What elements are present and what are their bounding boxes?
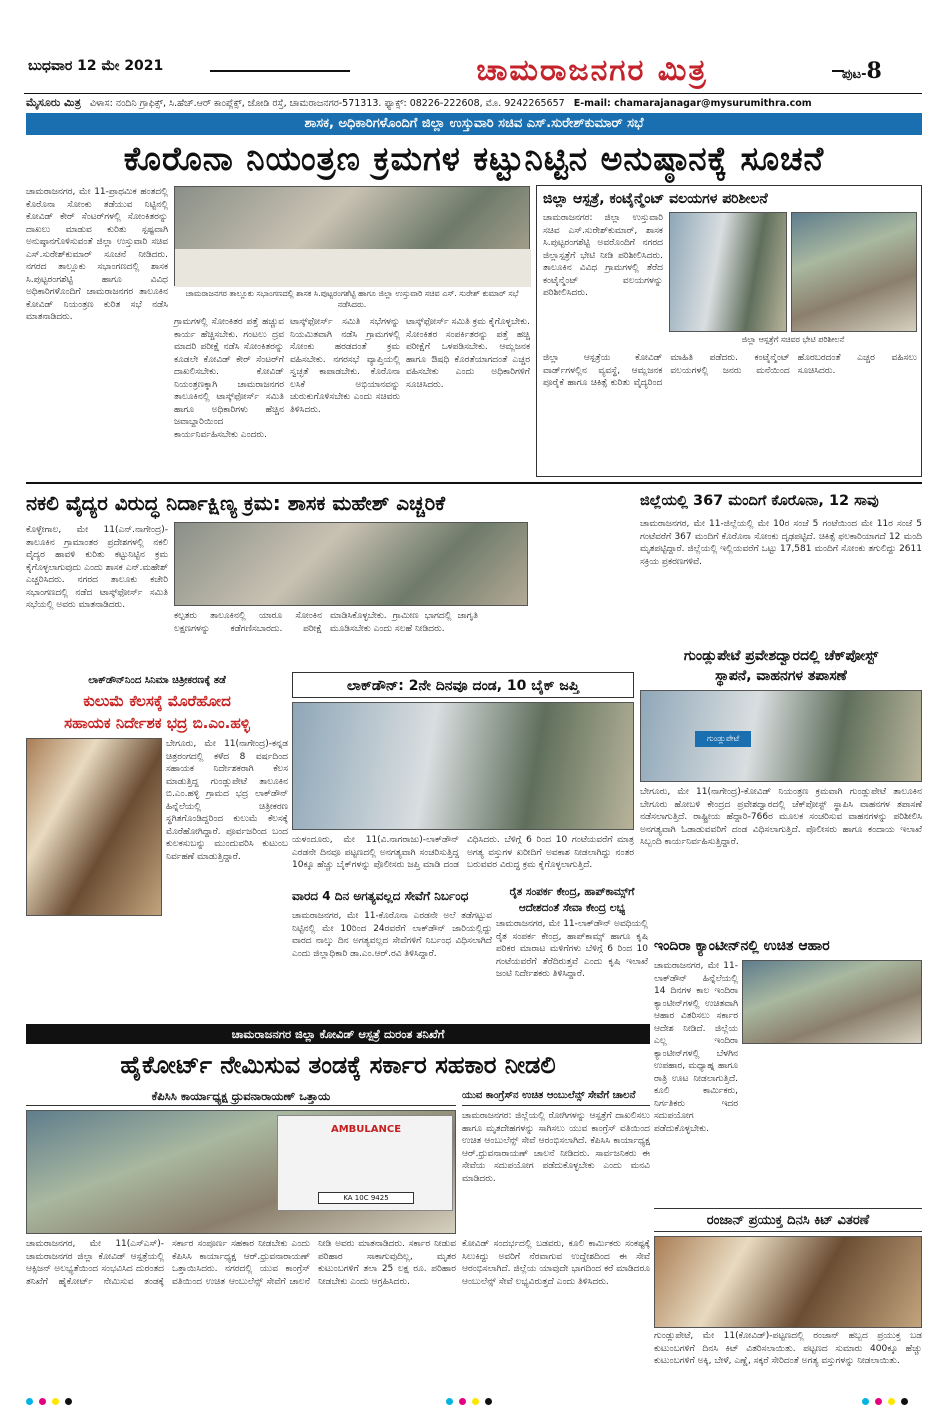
dot-cyan (26, 1398, 33, 1405)
dot-black (485, 1398, 492, 1405)
checkpost-headline-2: ಸ್ಥಾಪನೆ, ವಾಹನಗಳ ತಪಾಸಣೆ (715, 668, 847, 684)
lead-col-4: ಟಾಸ್ಕ್‌ಫೋರ್ಸ್ ಸಮಿತಿ ಕ್ರಮ ಕೈಗೊಳ್ಳಬೇಕು. ಸೋಂಕಿತರ ಸಂಪರ್ಕಿತರನ್ನು ಪತ್ತೆ ಹಚ್ಚಿ ಪರೀಕ್ಷೆಗೆ ಒಳಪಡಿಸಬೇಕು. ಆಮ್ಲಜನಕ ಹಾಗೂ ಔಷಧಿ ಕೊರತೆಯಾಗದಂತೆ ಎಚ್ಚರ ವಹಿಸಬೇಕು ಎಂದು ಅಧಿಕಾರಿಗಳಿಗೆ ಸೂಚಿಸಿದರು. (406, 317, 530, 390)
lead-photo-caption: ಚಾಮರಾಜನಗರ ತಾಲ್ಲೂಕು ಸಭಾಂಗಣದಲ್ಲಿ ಶಾಸಕ ಸಿ.ಪುಟ್ಟರಂಗಶೆಟ್ಟಿ ಹಾಗೂ ಜಿಲ್ಲಾ ಉಸ್ತುವಾರಿ ಸಚಿವ ಎಸ್. ಸುರೇಶ್ ಕುಮಾರ್ ಸಭೆ ನಡೆಸಿದರು. (185, 289, 519, 309)
imprint-logo: ಮೈಸೂರು ಮಿತ್ರ (26, 96, 81, 109)
hospital-photo-1 (669, 212, 787, 332)
indira-headline: ಇಂದಿರಾ ಕ್ಯಾಂಟೀನ್‌ನಲ್ಲಿ ಉಚಿತ ಆಹಾರ (654, 938, 830, 954)
lead-col-1: ಚಾಮರಾಜನಗರ, ಮೇ 11-ಪ್ರಾಥಮಿಕ ಹಂತದಲ್ಲಿ ಕೊರೊನಾ ಸೋಂಕು ತಡೆಯುವ ನಿಟ್ಟಿನಲ್ಲಿ ಕೋವಿಡ್ ಕೇರ್ ಸೆಂಟರ್‌ಗಳಲ್ಲಿ ಸೋಂಕಿತರನ್ನು ದಾಖಲು ಮಾಡುವ ಕುರಿತು ಸ್ಪಷ್ಟವಾಗಿ ಅನುಷ್ಠಾನಗೊಳಿಸುವಂತೆ ಜಿಲ್ಲಾ ಉಸ್ತುವಾರಿ ಸಚಿವ ಎಸ್.ಸುರೇಶ್‌ಕುಮಾರ್ ಸೂಚನೆ ನೀಡಿದರು. ನಗರದ ತಾಲ್ಲೂಕು ಸಭಾಂಗಣದಲ್ಲಿ ಶಾಸಕ ಸಿ.ಪುಟ್ಟರಂಗಶೆಟ್ಟಿ ಹಾಗೂ ವಿವಿಧ ಅಧಿಕಾರಿಗಳೊಂದಿಗೆ ಚಾಮರಾಜನಗರ ತಾಲೂಕಿನ ಕೋವಿಡ್ ನಿಯಂತ್ರಣ ಕುರಿತ ಸಭೆ ನಡೆಸಿ ಮಾತನಾಡಿದರು. (26, 187, 168, 322)
actor-photo (26, 738, 162, 916)
highcourt-kicker-band: ಚಾಮರಾಜನಗರ ಜಿಲ್ಲಾ ಕೋವಿಡ್ ಆಸ್ಪತ್ರೆ ದುರಂತ ತನಿಖೆಗೆ (26, 1024, 650, 1044)
lead-headline: ಕೊರೊನಾ ನಿಯಂತ್ರಣ ಕ್ರಮಗಳ ಕಟ್ಟುನಿಟ್ಟಿನ ಅನುಷ್ಠಾನಕ್ಕೆ ಸೂಚನೆ (123, 139, 825, 178)
lockdown-photo (292, 702, 634, 830)
registration-dots-left (26, 1398, 78, 1405)
imprint-address: ವಿಳಾಸ: ನಂದಿನಿ ಗ್ರಾಫಿಕ್ಸ್, ಸಿ.ಹೆಚ್.ಆರ್ ಕಾಂಪ್ಲೆಕ್ಸ್, ಜೋಡಿ ರಸ್ತೆ, ಚಾಮರಾಜನಗರ-571313. ಫ್ಯಾಕ್ಸ್: 08226-222608, ಮೊ. 9242265657 (89, 98, 565, 109)
ramzan-body: ಗುಂಡ್ಲುಪೇಟೆ, ಮೇ 11(ಕೋವಿಡ್)-ಪಟ್ಟಣದಲ್ಲಿ ರಂಜಾನ್ ಹಬ್ಬದ ಪ್ರಯುಕ್ತ ಬಡ ಕುಟುಂಬಗಳಿಗೆ ದಿನಸಿ ಕಿಟ್ ವಿತರಿಸಲಾಯಿತು. ಪಟ್ಟಣದ ಸುಮಾರು 400ಕ್ಕೂ ಹೆಚ್ಚು ಕುಟುಂಬಗಳಿಗೆ ಅಕ್ಕಿ, ಬೇಳೆ, ಎಣ್ಣೆ, ಸಕ್ಕರೆ ಸೇರಿದಂತೆ ಅಗತ್ಯ ವಸ್ತುಗಳನ್ನು ನೀಡಲಾಯಿತು. (654, 1331, 922, 1366)
dot-magenta (875, 1398, 882, 1405)
ramzan-photo (654, 1236, 922, 1328)
masthead-rule-left (210, 70, 350, 72)
ambulance-body-2: ಕೋವಿಡ್ ಸಂದರ್ಭದಲ್ಲಿ ಬಡವರು, ಕೂಲಿ ಕಾರ್ಮಿಕರು ಸಂಕಷ್ಟಕ್ಕೆ ಸಿಲುಕಿದ್ದು ಅವರಿಗೆ ನೆರವಾಗುವ ಉದ್ದೇಶದಿಂದ ಈ ಸೇವೆ ಆರಂಭಿಸಲಾಗಿದೆ. ಜಿಲ್ಲೆಯ ಯಾವುದೇ ಭಾಗದಿಂದ ಕರೆ ಮಾಡಿದರೂ ಆಂಬುಲೆನ್ಸ್ ಸೇವೆ ಲಭ್ಯವಿರುತ್ತದೆ ಎಂದು ತಿಳಿಸಿದರು. (462, 1239, 650, 1287)
fake-doctors-photo (174, 522, 528, 606)
indira-body: ಚಾಮರಾಜನಗರ, ಮೇ 11-ಲಾಕ್‌ಡೌನ್ ಹಿನ್ನೆಲೆಯಲ್ಲಿ 14 ದಿನಗಳ ಕಾಲ ಇಂದಿರಾ ಕ್ಯಾಂಟೀನ್‌ಗಳಲ್ಲಿ ಉಚಿತವಾಗಿ ಆಹಾರ ವಿತರಿಸಲು ಸರ್ಕಾರ ಆದೇಶ ನೀಡಿದೆ. ಜಿಲ್ಲೆಯ ಎಲ್ಲ ಇಂದಿರಾ ಕ್ಯಾಂಟೀನ್‌ಗಳಲ್ಲಿ ಬೆಳಗಿನ ಉಪಹಾರ, ಮಧ್ಯಾಹ್ನ ಹಾಗೂ ರಾತ್ರಿ ಊಟ ನೀಡಲಾಗುತ್ತಿದೆ. ಕೂಲಿ ಕಾರ್ಮಿಕರು, ನಿರ್ಗತಿಕರು ಇದರ ಸದುಪಯೋಗ ಪಡೆದುಕೊಳ್ಳಬೇಕು. (654, 961, 738, 1134)
checkpost-photo (640, 690, 922, 782)
indira-photo (742, 960, 922, 1044)
masthead (0, 0, 945, 128)
dot-magenta (459, 1398, 466, 1405)
hospital-body-1: ಚಾಮರಾಜನಗರ: ಜಿಲ್ಲಾ ಉಸ್ತುವಾರಿ ಸಚಿವ ಎಸ್.ಸುರೇಶ್‌ಕುಮಾರ್, ಶಾಸಕ ಸಿ.ಪುಟ್ಟರಂಗಶೆಟ್ಟಿ ಅವರೊಂದಿಗೆ ನಗರದ ಜಿಲ್ಲಾಸ್ಪತ್ರೆಗೆ ಭೇಟಿ ನೀಡಿ ಪರಿಶೀಲಿಸಿದರು. ತಾಲೂಕಿನ ವಿವಿಧ ಗ್ರಾಮಗಳಲ್ಲಿ ತೆರೆದ ಕಂಟೈನ್ಮೆಂಟ್ ವಲಯಗಳನ್ನು ಪರಿಶೀಲಿಸಿದರು. (543, 213, 663, 298)
highcourt-headline: ಹೈಕೋರ್ಟ್ ನೇಮಿಸುವ ತಂಡಕ್ಕೆ ಸರ್ಕಾರ ಸಹಕಾರ ನೀಡಲಿ (120, 1051, 556, 1079)
page-number: 8 (866, 58, 882, 84)
highcourt-photo (26, 1110, 456, 1234)
lead-kicker-band: ಶಾಸಕ, ಅಧಿಕಾರಿಗಳೊಂದಿಗೆ ಜಿಲ್ಲಾ ಉಸ್ತುವಾರಿ ಸಚಿವ ಎಸ್.ಸುರೇಶ್‌ಕುಮಾರ್ ಸಭೆ (26, 113, 922, 135)
raitha-headline-2: ಆದೇಶದಂತೆ ಸೇವಾ ಕೇಂದ್ರ ಲಭ್ಯ (518, 902, 626, 914)
ambulance-headline: ಯುವ ಕಾಂಗ್ರೆಸ್‌ನ ಉಚಿತ ಆಂಬುಲೆನ್ಸ್ ಸೇವೆಗೆ ಚಾಲನೆ (462, 1086, 650, 1106)
highcourt-subhead: ಕೆಪಿಸಿಸಿ ಕಾರ್ಯಾಧ್ಯಕ್ಷ ಧ್ರುವನಾರಾಯಣ್ ಒತ್ತಾಯ (26, 1086, 456, 1106)
lockdown-body: ಯಳಂದೂರು, ಮೇ 11(ವಿ.ನಾಗರಾಜು)-ಲಾಕ್‌ಡೌನ್ ಎರಡನೇ ದಿನವೂ ಪಟ್ಟಣದಲ್ಲಿ ಅನಗತ್ಯವಾಗಿ ಸಂಚರಿಸುತ್ತಿದ್ದ 10ಕ್ಕೂ ಹೆಚ್ಚು ಬೈಕ್‌ಗಳನ್ನು ಪೊಲೀಸರು ಜಪ್ತಿ ಮಾಡಿ ದಂಡ ವಿಧಿಸಿದರು. ಬೆಳಿಗ್ಗೆ 6 ರಿಂದ 10 ಗಂಟೆಯವರೆಗೆ ಮಾತ್ರ ಅಗತ್ಯ ವಸ್ತುಗಳ ಖರೀದಿಗೆ ಅವಕಾಶ ನೀಡಲಾಗಿದ್ದು ನಂತರ ಬರುವವರ ವಿರುದ್ಧ ಕ್ರಮ ಕೈಗೊಳ್ಳಲಾಗುತ್ತಿದೆ. (292, 835, 634, 870)
dot-black (901, 1398, 908, 1405)
fake-doctors-headline: ನಕಲಿ ವೈದ್ಯರ ವಿರುದ್ಧ ನಿರ್ದಾಕ್ಷಿಣ್ಯ ಕ್ರಮ: ಶಾಸಕ ಮಹೇಶ್ ಎಚ್ಚರಿಕೆ (26, 491, 446, 515)
meeting-table (175, 249, 531, 287)
lockdown-headline: ಲಾಕ್‌ಡೌನ್: 2ನೇ ದಿನವೂ ದಂಡ, 10 ಬೈಕ್ ಜಪ್ತಿ (292, 672, 634, 698)
hospital-box (536, 185, 922, 477)
ambulance-plate: KA 10C 9425 (318, 1192, 414, 1204)
fake-doctors-body-2: ಕಲ್ಪತರು ತಾಲೂಕಿನಲ್ಲಿ ಯಾರೂ ಸೋಂಕಿನ ಲಕ್ಷಣಗಳನ್ನು ಕಡೆಗಣಿಸಬಾರದು. ಪರೀಕ್ಷೆ ಮಾಡಿಸಿಕೊಳ್ಳಬೇಕು. ಗ್ರಾಮೀಣ ಭಾಗದಲ್ಲಿ ಜಾಗೃತಿ ಮೂಡಿಸಬೇಕು ಎಂದು ಸಲಹೆ ನೀಡಿದರು. (174, 611, 478, 634)
dot-yellow (888, 1398, 895, 1405)
dot-yellow (52, 1398, 59, 1405)
fake-doctors-body: ಕೊಳ್ಳೇಗಾಲ, ಮೇ 11(ಎನ್.ನಾಗೇಂದ್ರ)-ತಾಲೂಕಿನ ಗ್ರಾಮಾಂತರ ಪ್ರದೇಶಗಳಲ್ಲಿ ನಕಲಿ ವೈದ್ಯರ ಹಾವಳಿ ಕುರಿತು ಕಟ್ಟುನಿಟ್ಟಿನ ಕ್ರಮ ಕೈಗೊಳ್ಳಲಾಗುವುದು ಎಂದು ಶಾಸಕ ಎನ್.ಮಹೇಶ್ ಎಚ್ಚರಿಸಿದರು. ನಗರದ ತಾಲೂಕು ಕಚೇರಿ ಸಭಾಂಗಣದಲ್ಲಿ ನಡೆದ ಟಾಸ್ಕ್‌ಫೋರ್ಸ್ ಸಮಿತಿ ಸಭೆಯಲ್ಲಿ ಅವರು ಮಾತನಾಡಿದರು. (26, 525, 168, 610)
actor-headline-1: ಕುಲುಮೆ ಕೆಲಸಕ್ಕೆ ಮೊರೆಹೋದ (83, 692, 231, 710)
actor-headline-2: ಸಹಾಯಕ ನಿರ್ದೇಶಕ ಭದ್ರ ಬಿ.ಎಂ.ಹಳ್ಳಿ (64, 714, 250, 732)
ambulance-vehicle (277, 1115, 453, 1211)
dot-magenta (39, 1398, 46, 1405)
raitha-headline-1: ರೈತ ಸಂಪರ್ಕ ಕೇಂದ್ರ, ಹಾಪ್‌ಕಾಮ್ಸ್‌ಗೆ (509, 886, 635, 898)
raitha-body: ಚಾಮರಾಜನಗರ, ಮೇ 11-ಲಾಕ್‌ಡೌನ್ ಅವಧಿಯಲ್ಲಿ ರೈತ ಸಂಪರ್ಕ ಕೇಂದ್ರ, ಹಾಪ್‌ಕಾಮ್ಸ್ ಹಾಗೂ ಕೃಷಿ ಪರಿಕರ ಮಾರಾಟ ಮಳಿಗೆಗಳು ಬೆಳಿಗ್ಗೆ 6 ರಿಂದ 10 ಗಂಟೆಯವರೆಗೆ ತೆರೆದಿರುತ್ತವೆ ಎಂದು ಕೃಷಿ ಇಲಾಖೆ ಜಂಟಿ ನಿರ್ದೇಶಕರು ತಿಳಿಸಿದ್ದಾರೆ. (496, 919, 648, 979)
hospital-caption: ಜಿಲ್ಲಾ ಆಸ್ಪತ್ರೆಗೆ ಸಚಿವರ ಭೇಟಿ ಪರಿಶೀಲನೆ (741, 335, 845, 344)
actor-kicker: ಲಾಕ್‌ಡೌನ್‌ನಿಂದ ಸಿನಿಮಾ ಚಿತ್ರೀಕರಣಕ್ಕೆ ತಡೆ (88, 675, 226, 686)
registration-dots-right (862, 1398, 914, 1405)
page-label-box (842, 58, 922, 84)
lead-col-3: ಟಾಸ್ಕ್‌ಫೋರ್ಸ್ ಸಮಿತಿ ಸಭೆಗಳನ್ನು ನಿಯಮಿತವಾಗಿ ನಡೆಸಿ ಗ್ರಾಮಗಳಲ್ಲಿ ಸೋಂಕು ಹರಡದಂತೆ ಕ್ರಮ ವಹಿಸಬೇಕು. ನಗರಸಭೆ ವ್ಯಾಪ್ತಿಯಲ್ಲಿ ಸ್ವಚ್ಛತೆ ಕಾಪಾಡಬೇಕು. ಕೊರೊನಾ ಲಸಿಕೆ ಅಭಿಯಾನವನ್ನು ಚುರುಕುಗೊಳಿಸಬೇಕು ಎಂದು ಸಚಿವರು ತಿಳಿಸಿದರು. (290, 317, 400, 415)
dot-cyan (862, 1398, 869, 1405)
dot-cyan (446, 1398, 453, 1405)
ward-body: ಚಾಮರಾಜನಗರ, ಮೇ 11-ಕೊರೊನಾ ಎರಡನೇ ಅಲೆ ತಡೆಗಟ್ಟುವ ನಿಟ್ಟಿನಲ್ಲಿ ಮೇ 10ರಿಂದ 24ರವರೆಗೆ ಲಾಕ್‌ಡೌನ್ ಜಾರಿಯಲ್ಲಿದ್ದು ವಾರದ ನಾಲ್ಕು ದಿನ ಅಗತ್ಯವಲ್ಲದ ಸೇವೆಗಳಿಗೆ ನಿರ್ಬಂಧ ವಿಧಿಸಲಾಗಿದೆ ಎಂದು ಜಿಲ್ಲಾಧಿಕಾರಿ ಡಾ.ಎಂ.ಆರ್.ರವಿ ತಿಳಿಸಿದ್ದಾರೆ. (292, 911, 492, 959)
cases-body: ಚಾಮರಾಜನಗರ, ಮೇ 11-ಜಿಲ್ಲೆಯಲ್ಲಿ ಮೇ 10ರ ಸಂಜೆ 5 ಗಂಟೆಯಿಂದ ಮೇ 11ರ ಸಂಜೆ 5 ಗಂಟೆವರೆಗೆ 367 ಮಂದಿಗೆ ಕೊರೊನಾ ಸೋಂಕು ದೃಢಪಟ್ಟಿದೆ. ಚಿಕಿತ್ಸೆ ಫಲಕಾರಿಯಾಗದೆ 12 ಮಂದಿ ಮೃತಪಟ್ಟಿದ್ದಾರೆ. ಜಿಲ್ಲೆಯಲ್ಲಿ ಇಲ್ಲಿಯವರೆಗೆ ಒಟ್ಟು 17,581 ಮಂದಿಗೆ ಸೋಂಕು ತಗುಲಿದ್ದು 2611 ಸಕ್ರಿಯ ಪ್ರಕರಣಗಳಿವೆ. (640, 519, 922, 567)
checkpost-body: ಬೇಗೂರು, ಮೇ 11(ನಾಗೇಂದ್ರ)-ಕೋವಿಡ್ ನಿಯಂತ್ರಣ ಕ್ರಮವಾಗಿ ಗುಂಡ್ಲುಪೇಟೆ ತಾಲೂಕಿನ ಬೇಗೂರು ಹೋಬಳಿ ಕೇಂದ್ರದ ಪ್ರವೇಶದ್ವಾರದಲ್ಲಿ ಚೆಕ್‌ಪೋಸ್ಟ್ ಸ್ಥಾಪಿಸಿ ವಾಹನಗಳ ತಪಾಸಣೆ ನಡೆಸಲಾಗುತ್ತಿದೆ. ರಾಷ್ಟ್ರೀಯ ಹೆದ್ದಾರಿ-766ರ ಮೂಲಕ ಸಂಚರಿಸುವ ವಾಹನಗಳನ್ನು ಪರಿಶೀಲಿಸಿ ಅನಗತ್ಯವಾಗಿ ಓಡಾಡುವವರಿಗೆ ದಂಡ ವಿಧಿಸಲಾಗುತ್ತಿದೆ. ಪೊಲೀಸರು ಹಾಗೂ ಕಂದಾಯ ಇಲಾಖೆ ಸಿಬ್ಬಂದಿ ಕಾರ್ಯನಿರ್ವಹಿಸುತ್ತಿದ್ದಾರೆ. (640, 787, 922, 847)
lead-col-2: ಗ್ರಾಮಗಳಲ್ಲಿ ಸೋಂಕಿತರ ಪತ್ತೆ ಹಚ್ಚುವ ಕಾರ್ಯ ಹೆಚ್ಚಿಸಬೇಕು. ಗಂಟಲು ದ್ರವ ಮಾದರಿ ಪರೀಕ್ಷೆ ನಡೆಸಿ ಸೋಂಕಿತರನ್ನು ಕೂಡಲೇ ಕೋವಿಡ್ ಕೇರ್ ಸೆಂಟರ್‌ಗೆ ದಾಖಲಿಸಬೇಕು. ಕೋವಿಡ್ ನಿಯಂತ್ರಣಕ್ಕಾಗಿ ಚಾಮರಾಜನಗರ ತಾಲೂಕಿನಲ್ಲಿ ಟಾಸ್ಕ್‌ಫೋರ್ಸ್ ಸಮಿತಿ ಹಾಗೂ ಅಧಿಕಾರಿಗಳು ಹೆಚ್ಚಿನ ಜವಾಬ್ದಾರಿಯಿಂದ ಕಾರ್ಯನಿರ್ವಹಿಸಬೇಕು ಎಂದರು. (174, 317, 284, 440)
cases-headline: ಜಿಲ್ಲೆಯಲ್ಲಿ 367 ಮಂದಿಗೆ ಕೊರೊನಾ, 12 ಸಾವು (640, 493, 879, 509)
ambulance-body: ಚಾಮರಾಜನಗರ: ಜಿಲ್ಲೆಯಲ್ಲಿ ರೋಗಿಗಳನ್ನು ಆಸ್ಪತ್ರೆಗೆ ದಾಖಲಿಸಲು ಹಾಗೂ ಮೃತದೇಹಗಳನ್ನು ಸಾಗಿಸಲು ಯುವ ಕಾಂಗ್ರೆಸ್ ವತಿಯಿಂದ ಉಚಿತ ಆಂಬುಲೆನ್ಸ್ ಸೇವೆ ಆರಂಭಿಸಲಾಗಿದೆ. ಕೆಪಿಸಿಸಿ ಕಾರ್ಯಾಧ್ಯಕ್ಷ ಆರ್.ಧ್ರುವನಾರಾಯಣ್ ಚಾಲನೆ ನೀಡಿದರು. ಸಾರ್ವಜನಿಕರು ಈ ಸೇವೆಯ ಸದುಪಯೋಗ ಪಡೆದುಕೊಳ್ಳಬೇಕು ಎಂದು ಮನವಿ ಮಾಡಿದರು. (462, 1111, 650, 1184)
ambulance-label: AMBULANCE (330, 1124, 402, 1135)
page-label: ಪುಟ- (842, 67, 867, 82)
lead-meeting-photo (174, 186, 530, 286)
actor-body: ಬೇಗೂರು, ಮೇ 11(ನಾಗೇಂದ್ರ)-ಕನ್ನಡ ಚಿತ್ರರಂಗದಲ್ಲಿ ಕಳೆದ 8 ವರ್ಷದಿಂದ ಸಹಾಯಕ ನಿರ್ದೇಶಕರಾಗಿ ಕೆಲಸ ಮಾಡುತ್ತಿದ್ದ ಗುಂಡ್ಲುಪೇಟೆ ತಾಲೂಕಿನ ಬಿ.ಎಂ.ಹಳ್ಳಿ ಗ್ರಾಮದ ಭದ್ರ ಲಾಕ್‌ಡೌನ್ ಹಿನ್ನೆಲೆಯಲ್ಲಿ ಚಿತ್ರೀಕರಣ ಸ್ಥಗಿತಗೊಂಡಿದ್ದರಿಂದ ಕುಲುಮೆ ಕೆಲಸಕ್ಕೆ ಮೊರೆಹೋಗಿದ್ದಾರೆ. ಪೂರ್ವಜರಿಂದ ಬಂದ ಕುಲಕಸುಬನ್ನು ಮುಂದುವರಿಸಿ ಕುಟುಂಬ ನಿರ್ವಹಣೆ ಮಾಡುತ್ತಿದ್ದಾರೆ. (166, 739, 288, 862)
paper-name: ಚಾಮರಾಜನಗರ ಮಿತ್ರ (476, 53, 708, 88)
section-rule-1 (26, 482, 922, 484)
checkpost-headline-1: ಗುಂಡ್ಲುಪೇಟೆ ಪ್ರವೇಶದ್ವಾರದಲ್ಲಿ ಚೆಕ್‌ಪೋಸ್ಟ್ (683, 648, 879, 664)
masthead-bottom-rule (24, 93, 922, 94)
checkpost-sign: ಗುಂಡ್ಲುಪೇಟೆ (695, 731, 751, 747)
footer-registration-marks (26, 1396, 922, 1410)
ward-headline: ವಾರದ 4 ದಿನ ಅಗತ್ಯವಲ್ಲದ ಸೇವೆಗೆ ನಿರ್ಬಂಧ (292, 889, 469, 903)
registration-dots-center (446, 1398, 498, 1405)
issue-date: ಬುಧವಾರ 12 ಮೇ 2021 (28, 58, 164, 74)
hospital-headline: ಜಿಲ್ಲಾ ಆಸ್ಪತ್ರೆ, ಕಂಟೈನ್ಮೆಂಟ್ ವಲಯಗಳ ಪರಿಶೀಲನೆ (543, 191, 768, 207)
imprint-line (26, 95, 922, 111)
dot-yellow (472, 1398, 479, 1405)
imprint-email: E-mail: chamarajanagar@mysurumithra.com (573, 98, 812, 109)
ramzan-headline: ರಂಜಾನ್ ಪ್ರಯುಕ್ತ ದಿನಸಿ ಕಿಟ್ ವಿತರಣೆ (654, 1208, 922, 1232)
hospital-photo-2 (791, 212, 917, 332)
highcourt-body: ಚಾಮರಾಜನಗರ, ಮೇ 11(ಎಸ್‌ಎಸ್)-ಚಾಮರಾಜನಗರ ಜಿಲ್ಲಾ ಕೋವಿಡ್ ಆಸ್ಪತ್ರೆಯಲ್ಲಿ ಆಕ್ಸಿಜನ್ ಅಲಭ್ಯತೆಯಿಂದ ಸಂಭವಿಸಿದ ದುರಂತದ ತನಿಖೆಗೆ ಹೈಕೋರ್ಟ್ ನೇಮಿಸುವ ತಂಡಕ್ಕೆ ಸರ್ಕಾರ ಸಂಪೂರ್ಣ ಸಹಕಾರ ನೀಡಬೇಕು ಎಂದು ಕೆಪಿಸಿಸಿ ಕಾರ್ಯಾಧ್ಯಕ್ಷ ಆರ್.ಧ್ರುವನಾರಾಯಣ್ ಒತ್ತಾಯಿಸಿದರು. ನಗರದಲ್ಲಿ ಯುವ ಕಾಂಗ್ರೆಸ್ ವತಿಯಿಂದ ಉಚಿತ ಆಂಬುಲೆನ್ಸ್ ಸೇವೆಗೆ ಚಾಲನೆ ನೀಡಿ ಅವರು ಮಾತನಾಡಿದರು. ಸರ್ಕಾರ ನೀಡುವ ಪರಿಹಾರ ಸಾಕಾಗುವುದಿಲ್ಲ, ಮೃತರ ಕುಟುಂಬಗಳಿಗೆ ತಲಾ 25 ಲಕ್ಷ ರೂ. ಪರಿಹಾರ ನೀಡಬೇಕು ಎಂದು ಆಗ್ರಹಿಸಿದರು. (26, 1239, 456, 1287)
checkpost-box (640, 646, 922, 884)
dot-black (65, 1398, 72, 1405)
hospital-body-2: ಜಿಲ್ಲಾ ಆಸ್ಪತ್ರೆಯ ಕೋವಿಡ್ ವಾರ್ಡ್‌ಗಳಲ್ಲಿನ ವ್ಯವಸ್ಥೆ, ಆಮ್ಲಜನಕ ಪೂರೈಕೆ ಹಾಗೂ ಚಿಕಿತ್ಸೆ ಕುರಿತು ವೈದ್ಯರಿಂದ ಮಾಹಿತಿ ಪಡೆದರು. ಕಂಟೈನ್ಮೆಂಟ್ ವಲಯಗಳಲ್ಲಿ ಜನರು ಮನೆಯಿಂದ ಹೊರಬರದಂತೆ ಎಚ್ಚರ ವಹಿಸಲು ಸೂಚಿಸಿದರು. (543, 353, 917, 388)
